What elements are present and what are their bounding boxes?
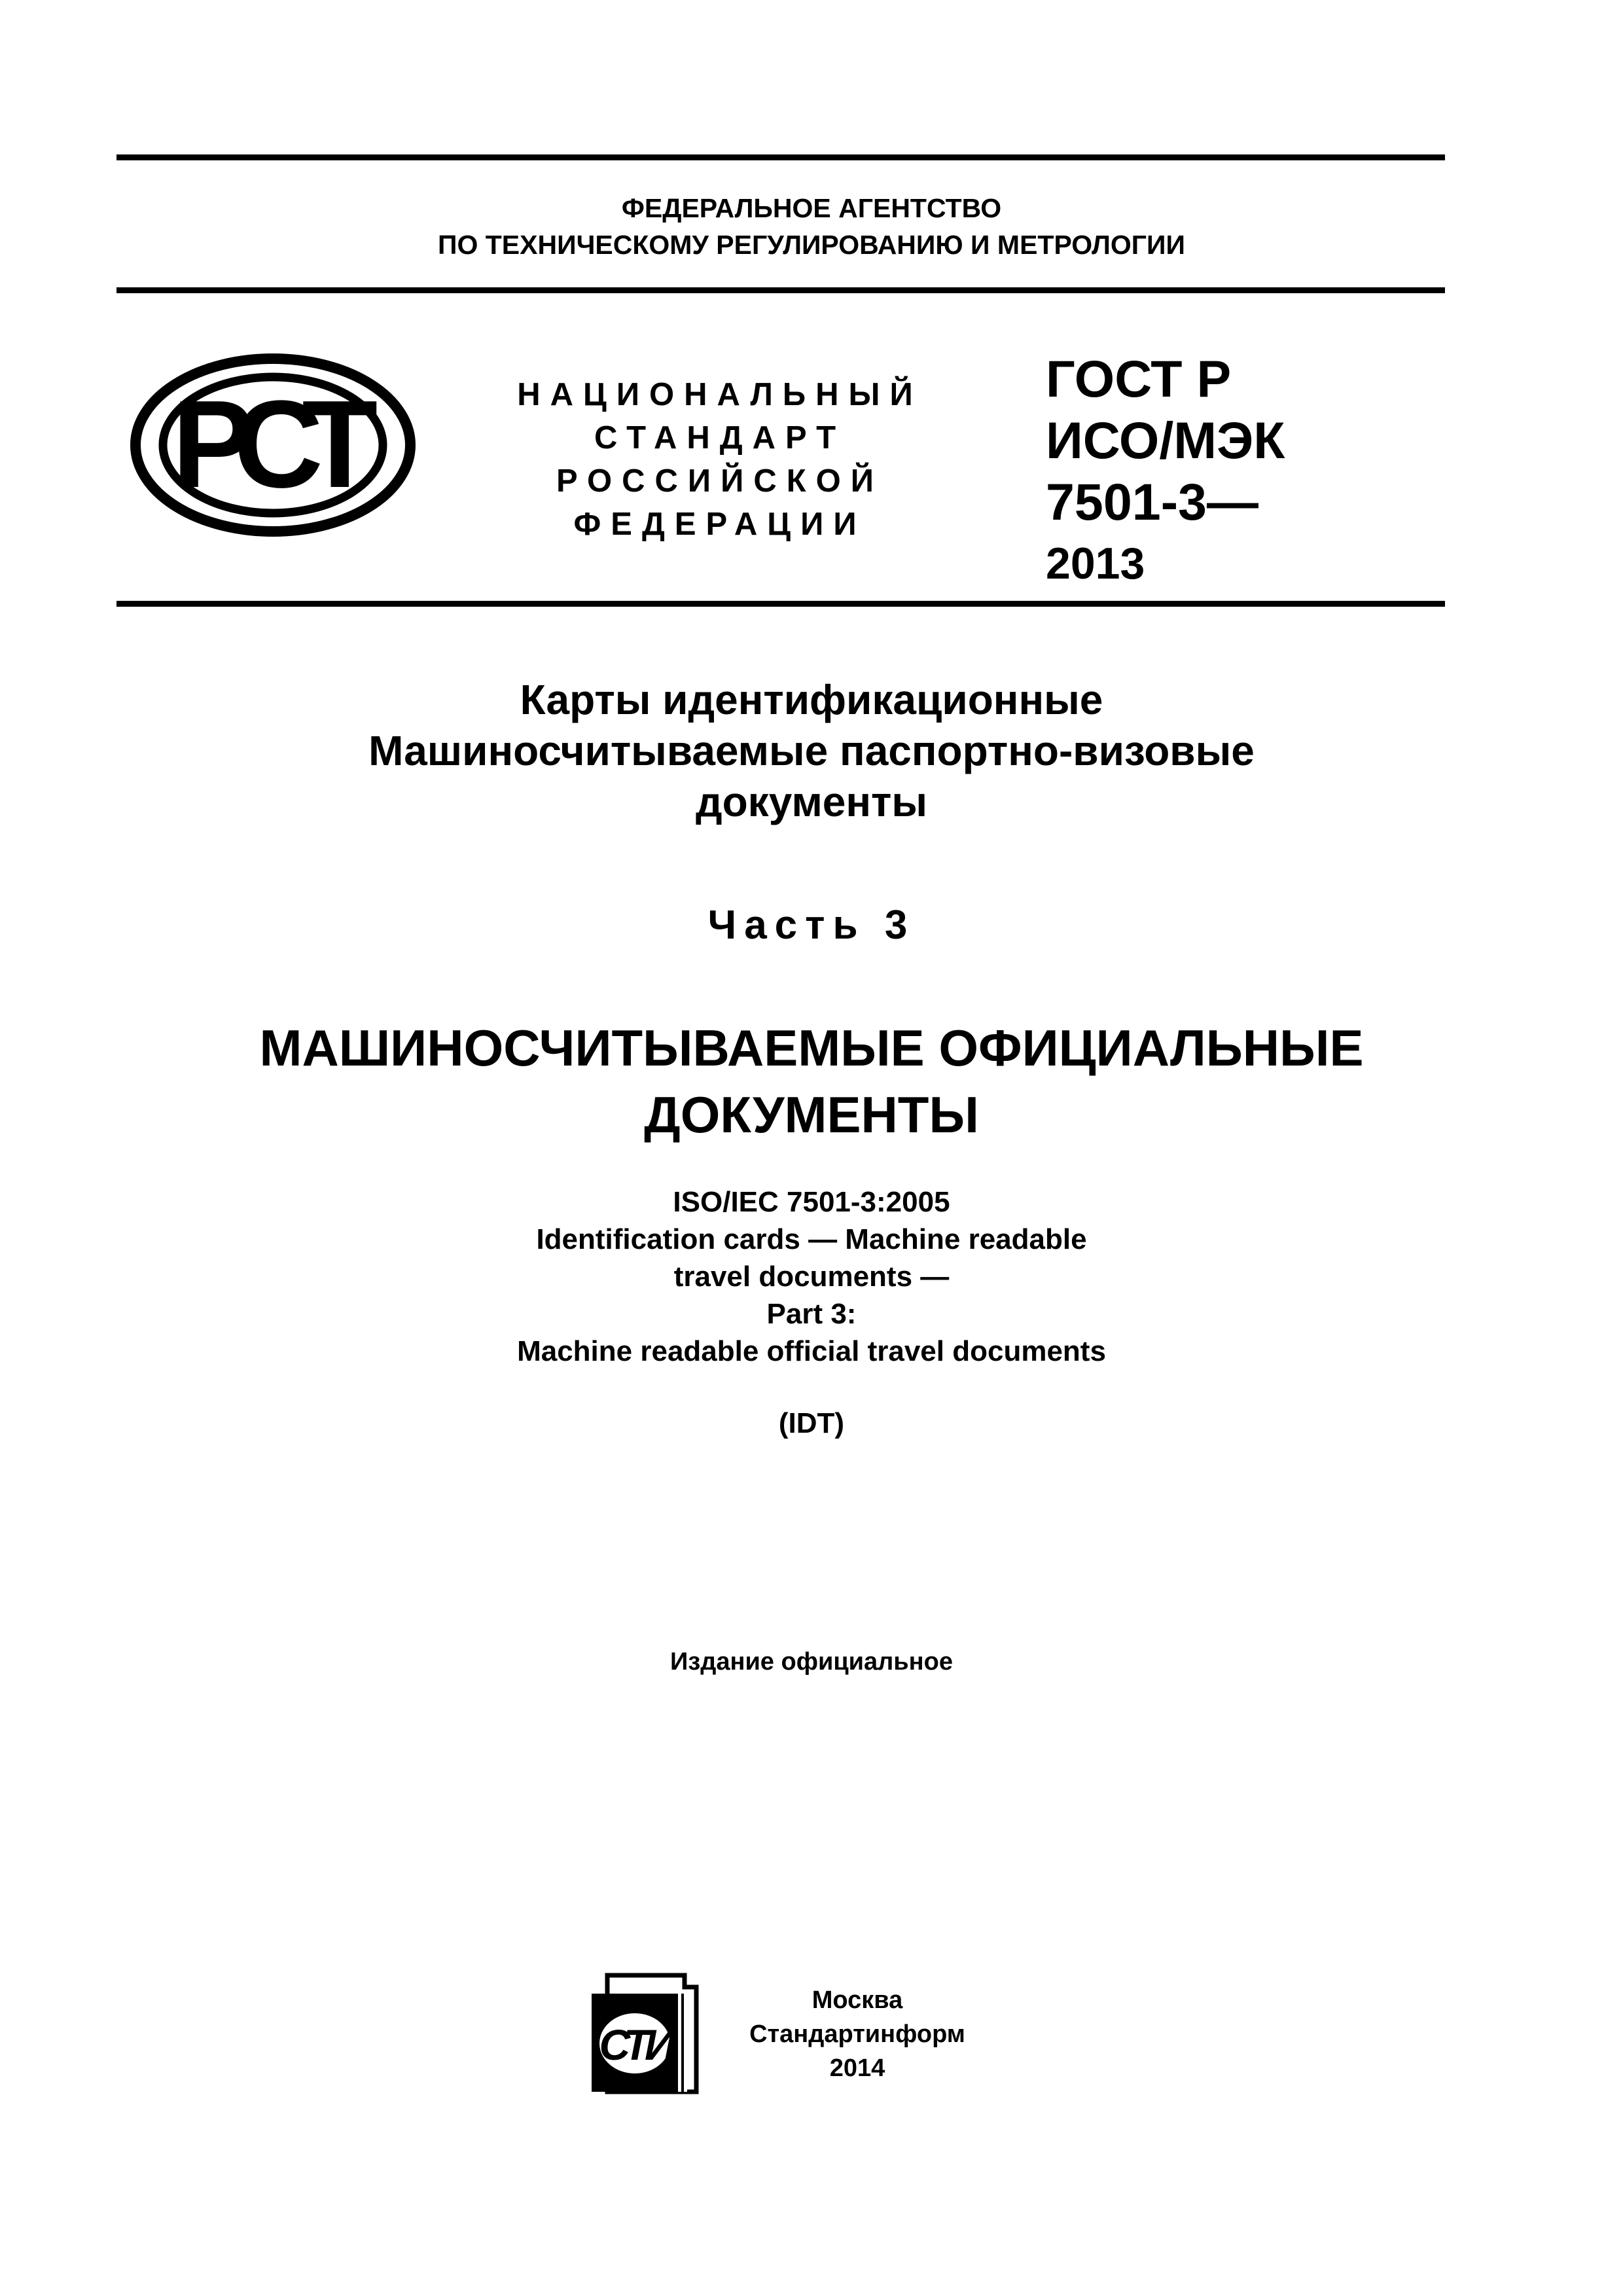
publisher-info [700, 1983, 1014, 2085]
title-line-1: Карты идентификационные [520, 676, 1103, 723]
iso-line-5: Machine readable official travel documents [517, 1335, 1106, 1367]
header-rule [116, 287, 1445, 293]
agency-line-1: ФЕДЕРАЛЬНОЕ АГЕНТСТВО [621, 193, 1002, 223]
national-standard-line-3: РОССИЙСКОЙ [556, 463, 883, 499]
official-edition-label: Издание официальное [670, 1648, 953, 1676]
iso-line-4: Part 3: [766, 1298, 857, 1330]
publisher-city: Москва [812, 1986, 903, 2014]
rst-logo-letters [172, 375, 377, 514]
national-standard-line-4: ФЕДЕРАЦИИ [573, 507, 866, 542]
title-line-2: Машиносчитываемые паспортно-визовые [368, 727, 1255, 774]
designation-line-3: 7501-3— [1046, 473, 1258, 531]
rst-certification-mark-icon [130, 353, 416, 537]
national-standard-line-2: СТАНДАРТ [594, 420, 846, 456]
part-title-line-1: МАШИНОСЧИТЫВАЕМЫЕ ОФИЦИАЛЬНЫЕ [259, 1019, 1364, 1077]
standartinform-logo-text: СТИ [599, 2020, 671, 2069]
iso-line-1: ISO/IEC 7501-3:2005 [673, 1186, 950, 1218]
rst-logo-text: РСТ [171, 375, 360, 514]
designation-line-1: ГОСТ Р [1046, 350, 1232, 408]
standartinform-logo-icon [588, 1970, 699, 2097]
agency-line-2: ПО ТЕХНИЧЕСКОМУ РЕГУЛИРОВАНИЮ И МЕТРОЛОГИИ [438, 230, 1185, 260]
top-rule [116, 154, 1445, 160]
part-title-line-2: ДОКУМЕНТЫ [644, 1086, 979, 1143]
document-title [0, 674, 1623, 827]
publisher-name: Стандартинформ [749, 2020, 965, 2048]
publication-year: 2014 [829, 2054, 885, 2082]
iso-reference [0, 1183, 1623, 1370]
designation-line-2: ИСО/МЭК [1046, 411, 1285, 469]
agency-name [0, 190, 1623, 263]
title-line-3: документы [695, 778, 928, 825]
part-title [0, 1014, 1623, 1148]
iso-line-2: Identification cards — Machine readable [536, 1223, 1087, 1255]
standard-designation [1046, 348, 1285, 594]
national-standard-line-1: НАЦИОНАЛЬНЫЙ [517, 377, 923, 412]
iso-line-3: travel documents — [673, 1261, 950, 1293]
designation-year: 2013 [1046, 539, 1145, 588]
equivalence-degree: (IDT) [778, 1407, 845, 1439]
national-standard-label [458, 373, 982, 546]
title-rule [116, 601, 1445, 607]
part-number: Часть 3 [707, 903, 916, 948]
